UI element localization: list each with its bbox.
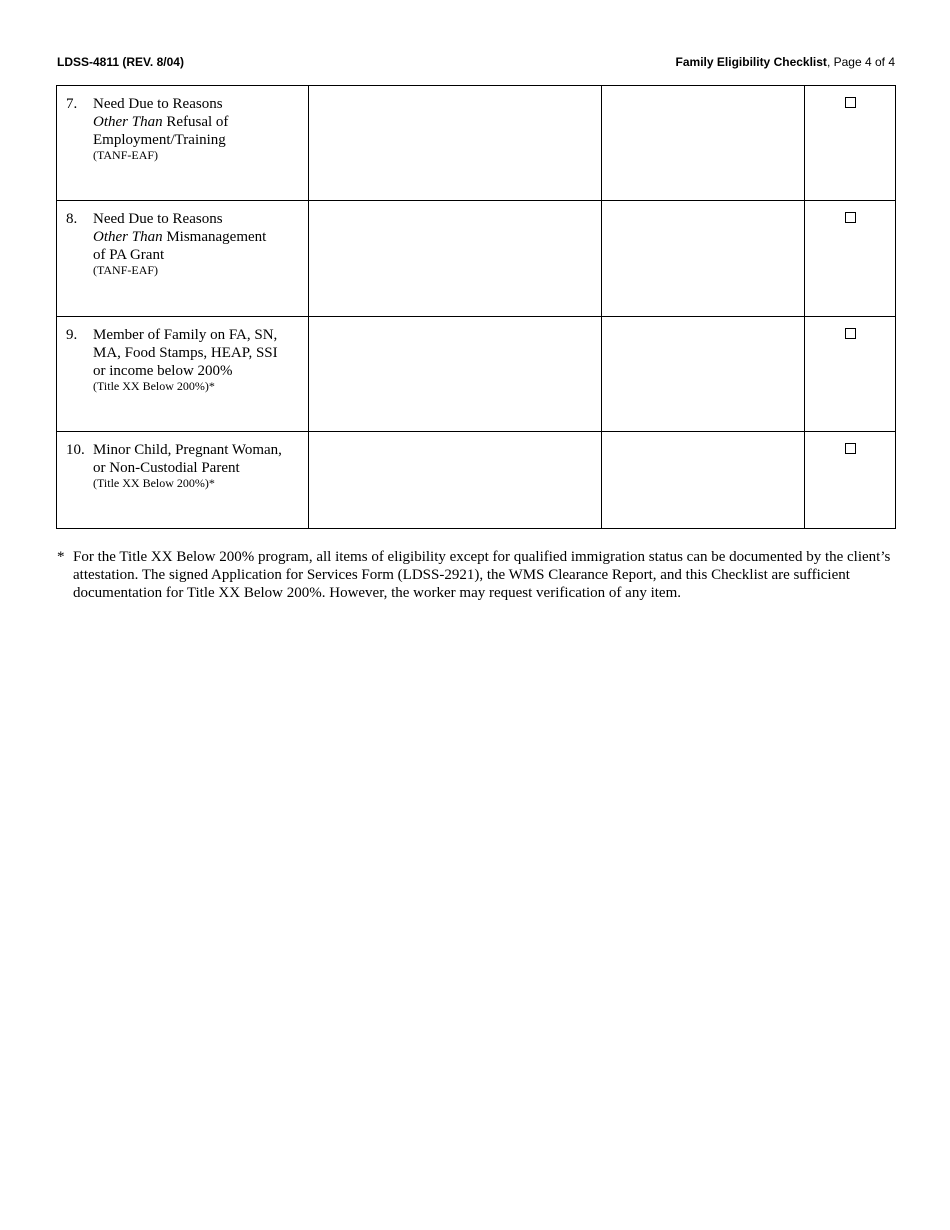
documentation-cell[interactable] <box>309 86 602 201</box>
item-number: 9. <box>66 327 78 343</box>
item-line: or income below 200% <box>93 363 233 379</box>
footnote <box>57 548 895 602</box>
eligibility-checkbox[interactable] <box>845 212 856 223</box>
verification-cell[interactable] <box>602 432 805 529</box>
item-number: 7. <box>66 96 78 112</box>
page-header <box>57 55 895 71</box>
item-program: (TANF-EAF) <box>93 263 159 277</box>
item-number: 10. <box>66 442 85 458</box>
check-cell <box>805 201 896 317</box>
footnote-marker: * <box>57 549 65 565</box>
table-row <box>57 432 896 529</box>
documentation-cell[interactable] <box>309 432 602 529</box>
table-row <box>57 317 896 432</box>
footnote-text: For the Title XX Below 200% program, all items of eligibility except for qualified immigration status can be documented by the client’s attestation. The signed Application for Services Form (LDSS-2921), the WMS Clearance Report, and this Checklist are sufficient documentation for Title XX Below 200%. However, the worker may request verification of any item. <box>73 549 891 601</box>
item-cell <box>57 201 309 317</box>
form-title-line <box>676 55 895 69</box>
item-line: Member of Family on FA, SN, <box>93 327 278 343</box>
table-row <box>57 201 896 317</box>
item-program: (Title XX Below 200%)* <box>93 379 215 393</box>
verification-cell[interactable] <box>602 201 805 317</box>
item-italic: Other Than <box>93 114 163 130</box>
verification-cell[interactable] <box>602 317 805 432</box>
eligibility-checkbox[interactable] <box>845 97 856 108</box>
item-line: or Non-Custodial Parent <box>93 460 240 476</box>
check-cell <box>805 317 896 432</box>
check-cell <box>805 432 896 529</box>
item-line: Refusal of <box>162 114 229 130</box>
item-cell <box>57 432 309 529</box>
item-line: of PA Grant <box>93 247 165 263</box>
page-info: , Page 4 of 4 <box>826 55 895 69</box>
form-id: LDSS-4811 (REV. 8/04) <box>57 55 184 69</box>
form-title: Family Eligibility Checklist <box>675 55 827 69</box>
eligibility-checkbox[interactable] <box>845 328 856 339</box>
item-number: 8. <box>66 211 78 227</box>
eligibility-checkbox[interactable] <box>845 443 856 454</box>
table-row <box>57 86 896 201</box>
documentation-cell[interactable] <box>309 317 602 432</box>
item-cell <box>57 317 309 432</box>
item-line: MA, Food Stamps, HEAP, SSI <box>93 345 278 361</box>
check-cell <box>805 86 896 201</box>
eligibility-table <box>56 85 896 529</box>
item-line: Need Due to Reasons <box>93 211 223 227</box>
documentation-cell[interactable] <box>309 201 602 317</box>
item-line: Need Due to Reasons <box>93 96 223 112</box>
item-program: (Title XX Below 200%)* <box>93 476 215 490</box>
item-line: Employment/Training <box>93 132 226 148</box>
item-cell <box>57 86 309 201</box>
item-line: Minor Child, Pregnant Woman, <box>93 442 282 458</box>
item-line: Mismanagement <box>162 229 267 245</box>
verification-cell[interactable] <box>602 86 805 201</box>
item-italic: Other Than <box>93 229 163 245</box>
item-program: (TANF-EAF) <box>93 148 159 162</box>
